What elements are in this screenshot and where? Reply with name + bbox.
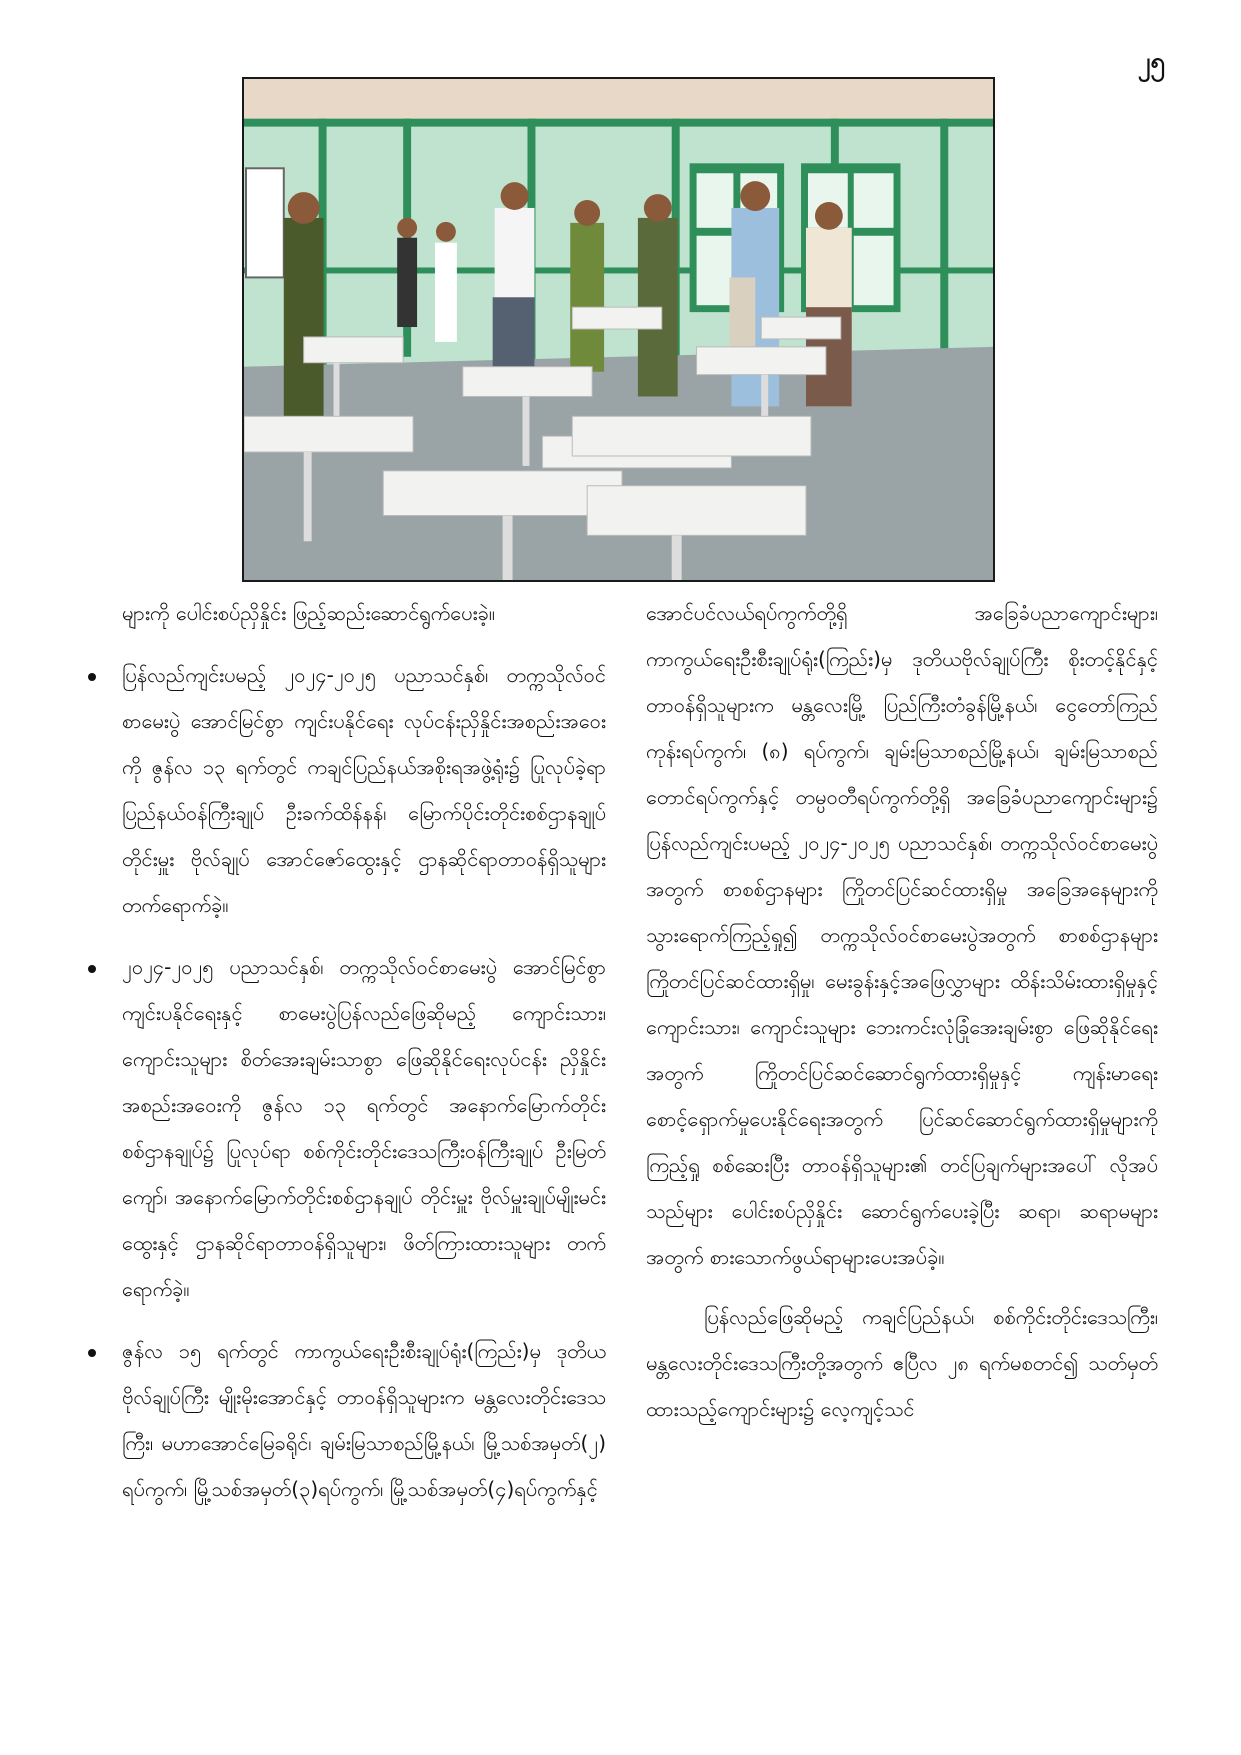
right-paragraph-2: ပြန်လည်ဖြေဆိုမည့် ကချင်ပြည်နယ်၊ စစ်ကိုင်းတိုင်းဒေသကြီး၊ မန္တလေးတိုင်းဒေသကြီးတို့အတွက် ဧပြီလ ၂၈ ရက်မစတင်၍ သတ်မှတ်ထားသည့်ကျောင်းများ၌ လေ့ကျင့်သင် — [646, 1305, 1158, 1421]
bullet-item — [122, 652, 606, 928]
classroom-illustration — [244, 79, 993, 580]
bullet-text: ဇွန်လ ၁၅ ရက်တွင် ကာကွယ်ရေးဦးစီးချုပ်ရုံး(ကြည်း)မှ ဒုတိယဗိုလ်ချုပ်ကြီး မျိုးမိုးအောင်နှင့် တာဝန်ရှိသူများက မန္တလေးတိုင်းဒေသကြီး၊ မဟာအောင်မြေခရိုင်၊ ချမ်းမြသာစည်မြို့နယ်၊ မြို့သစ်အမှတ်(၂) ရပ်ကွက်၊ မြို့သစ်အမှတ်(၃)ရပ်ကွက်၊ မြို့သစ်အမှတ်(၄)ရပ်ကွက်နှင့် — [122, 1339, 606, 1501]
bullet-text: ၂၀၂၄-၂၀၂၅ ပညာသင်နှစ်၊ တက္ကသိုလ်ဝင်စာမေးပွဲ အောင်မြင်စွာကျင်းပနိုင်ရေးနှင့် စာမေးပွဲပြန်လည်ဖြေဆိုမည့် ကျောင်းသား၊ ကျောင်းသူများ စိတ်အေးချမ်းသာစွာ ဖြေဆိုနိုင်ရေးလုပ်ငန်း ညှိနှိုင်းအစည်းအဝေးကို ဇွန်လ ၁၃ ရက်တွင် အနောက်မြောက်တိုင်းစစ်ဌာနချုပ်၌ ပြုလုပ်ရာ စစ်ကိုင်းတိုင်းဒေသကြီးဝန်ကြီးချုပ် ဦးမြတ်ကျော်၊ အနောက်မြောက်တိုင်းစစ်ဌာနချုပ် တိုင်းမှူး ဗိုလ်မှူးချုပ်မျိုးမင်းထွေးနှင့် ဌာနဆိုင်ရာတာဝန်ရှိသူများ၊ ဖိတ်ကြားထားသူများ တက်ရောက်ခဲ့။ — [122, 955, 606, 1301]
ceiling — [244, 79, 993, 119]
bullet-dot-icon — [88, 1349, 96, 1357]
right-paragraph-1: အောင်ပင်လယ်ရပ်ကွက်တို့ရှိ အခြေခံပညာကျောင်းများ၊ ကာကွယ်ရေးဦးစီးချုပ်ရုံး(ကြည်း)မှ ဒုတိယဗိုလ်ချုပ်ကြီး စိုးတင့်နိုင်နှင့် တာဝန်ရှိသူများက မန္တလေးမြို့ ပြည်ကြီးတံခွန်မြို့နယ်၊ ငွေတော်ကြည်ကုန်းရပ်ကွက်၊ (၈) ရပ်ကွက်၊ ချမ်းမြသာစည်မြို့နယ်၊ ချမ်းမြသာစည် တောင်ရပ်ကွက်နှင့် တမ္ပဝတီရပ်ကွက်တို့ရှိ အခြေခံပညာကျောင်းများ၌ ပြန်လည်ကျင်းပမည့် ၂၀၂၄-၂၀၂၅ ပညာသင်နှစ်၊ တက္ကသိုလ်ဝင်စာမေးပွဲအတွက် စာစစ်ဌာနများ ကြိုတင်ပြင်ဆင်ထားရှိမှု အခြေအနေများကို သွားရောက်ကြည့်ရှု၍ တက္ကသိုလ်ဝင်စာမေးပွဲအတွက် စာစစ်ဌာနများ ကြိုတင်ပြင်ဆင်ထားရှိမှု၊ မေးခွန်းနှင့်အဖြေလွှာများ ထိန်းသိမ်းထားရှိမှုနှင့် ကျောင်းသား၊ ကျောင်းသူများ ဘေးကင်းလုံခြုံအေးချမ်းစွာ ဖြေဆိုနိုင်ရေးအတွက် ကြိုတင်ပြင်ဆင်ဆောင်ရွက်ထားရှိမှုနှင့် ကျန်းမာရေးစောင့်ရှောက်မှုပေးနိုင်ရေးအတွက် ပြင်ဆင်ဆောင်ရွက်ထားရှိမှုများကို ကြည့်ရှု စစ်ဆေးပြီး တာဝန်ရှိသူများ၏ တင်ပြချက်များအပေါ် လိုအပ်သည်များ ပေါင်းစပ်ညှိနှိုင်း ဆောင်ရွက်ပေးခဲ့ပြီး ဆရာ၊ ဆရာမများအတွက် စားသောက်ဖွယ်ရာများပေးအပ်ခဲ့။ — [646, 601, 1158, 1269]
bullet-list — [122, 652, 606, 1512]
bullet-item — [122, 944, 606, 1312]
left-column — [122, 590, 606, 1512]
bullet-dot-icon — [88, 673, 96, 681]
page-number: ၂၅ — [1137, 47, 1165, 77]
bullet-text: ပြန်လည်ကျင်းပမည့် ၂၀၂၄-၂၀၂၅ ပညာသင်နှစ်၊ တက္ကသိုလ်ဝင်စာမေးပွဲ အောင်မြင်စွာ ကျင်းပနိုင်ရေး လုပ်ငန်းညှိနှိုင်းအစည်းအဝေးကို ဇွန်လ ၁၃ ရက်တွင် ကချင်ပြည်နယ်အစိုးရအဖွဲ့ရုံး၌ ပြုလုပ်ခဲ့ရာ ပြည်နယ်ဝန်ကြီးချုပ် ဦးခက်ထိန်နန်၊ မြောက်ပိုင်းတိုင်းစစ်ဌာနချုပ် တိုင်းမှူး ဗိုလ်ချုပ် အောင်ဇော်ထွေးနှင့် ဌာနဆိုင်ရာတာဝန်ရှိသူများ တက်ရောက်ခဲ့။ — [122, 663, 606, 917]
left-column-lead: များကို ပေါင်းစပ်ညှိနှိုင်း ဖြည့်ဆည်းဆောင်ရွက်ပေးခဲ့။ — [122, 601, 495, 625]
bullet-item — [122, 1328, 606, 1512]
whiteboard — [246, 168, 284, 277]
right-column — [646, 590, 1158, 1432]
classroom-photo — [242, 77, 995, 582]
bullet-dot-icon — [88, 965, 96, 973]
